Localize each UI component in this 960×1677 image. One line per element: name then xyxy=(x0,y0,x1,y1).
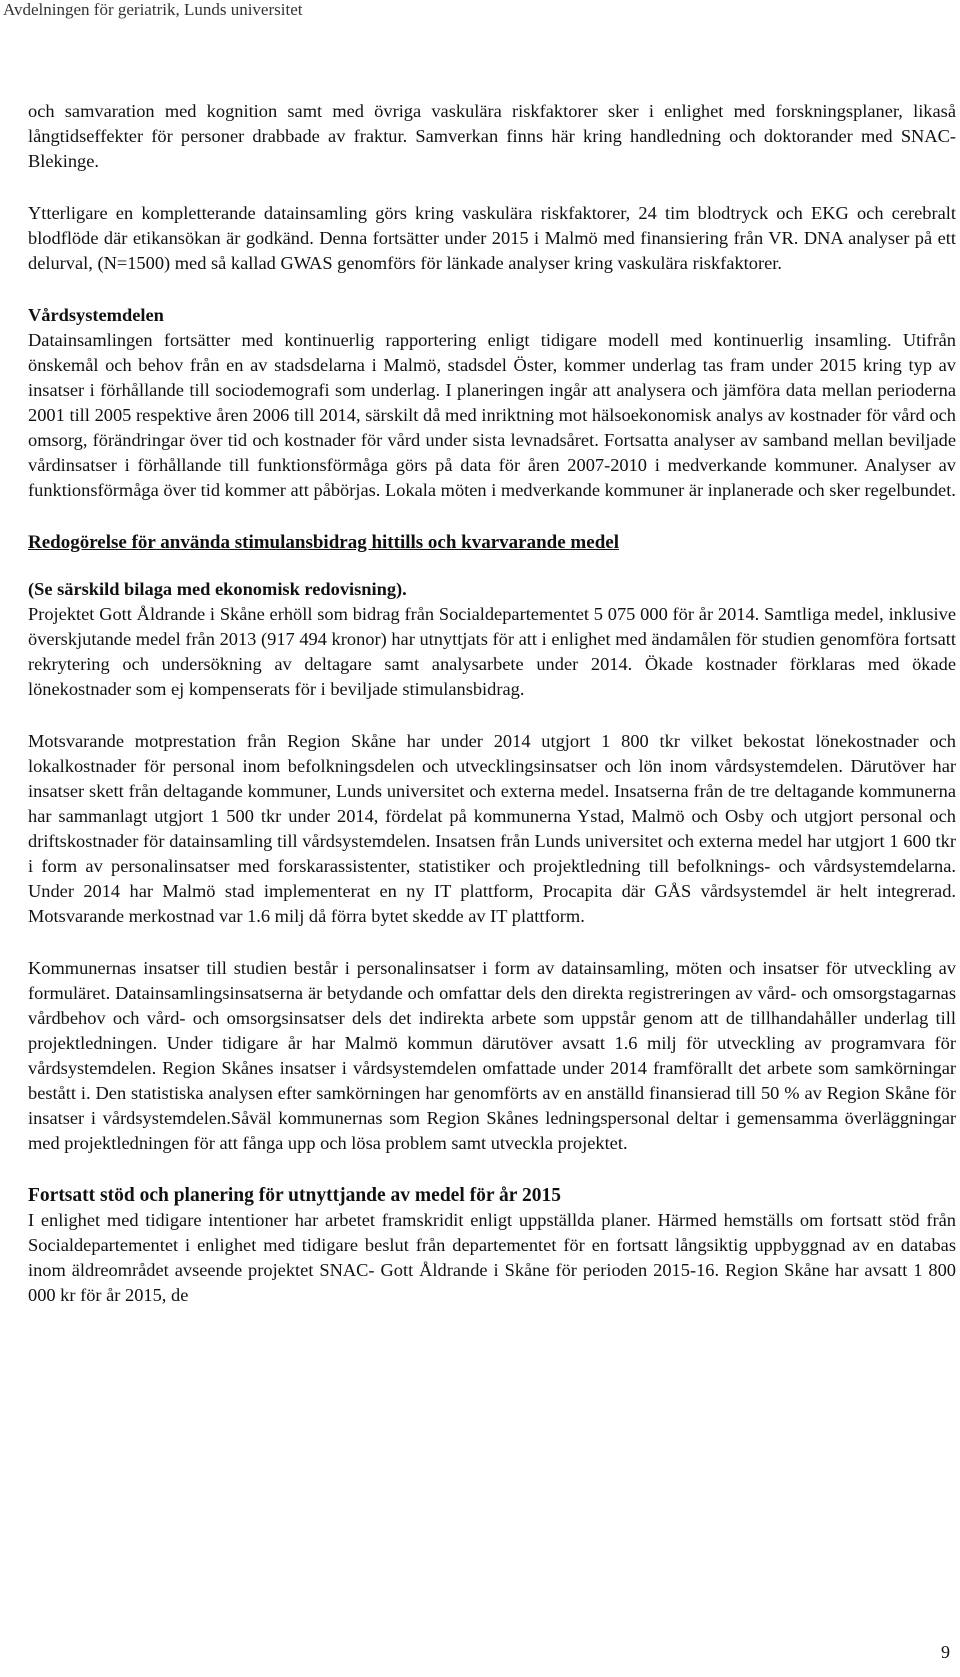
paragraph-motprestation: Motsvarande motprestation från Region Skåne har under 2014 utgjort 1 800 tkr vilket bekostat lönekostnader och lokalkostnader för personal inom befolkningsdelen och utvecklingsinsatser och lön inom vårdsystemdelen. Därutöver har insatser skett från deltagande kommuner, Lunds universitet och externa medel. Insatserna från de tre deltagande kommunerna har sammanlagt utgjort 1 500 tkr under 2014, fördelat på kommunerna Ystad, Malmö och Osby och utgjort personal och driftskostnader för datainsamling till vårdsystemdelen. Insatsen från Lunds universitet och externa medel har utgjort 1 600 tkr i form av personalinsatser med forskarassistenter, statistiker och projektledning till befolknings- och vårdsystemdelarna. Under 2014 har Malmö stad implementerat en ny IT plattform, Procapita där GÅS vårdsystemdel är helt integrerad. Motsvarande merkostnad var 1.6 milj då förra bytet skedde av IT plattform. xyxy=(28,731,956,926)
paragraph-bidrag: Projektet Gott Åldrande i Skåne erhöll som bidrag från Socialdepartementet 5 075 000 för år 2014. Samtliga medel, inklusive överskjutande medel från 2013 (917 494 kronor) har utnyttjats för att i enlighet med ändamålen för studien genomföra fortsatt rekrytering och undersökning av deltagare samt analysarbete under 2014. Ökade kostnader förklaras med ökade lönekostnader som ej kompenserats för i beviljade stimulansbidrag. xyxy=(28,604,956,699)
page-number: 9 xyxy=(941,1642,950,1662)
paragraph-kommunernas-insatser: Kommunernas insatser till studien består i personalinsatser i form av datainsamling, möten och insatser för utveckling av formuläret. Datainsamlingsinsatserna är betydande och omfattar dels den direkta registreringen av vård- och omsorgstagarnas vårdbehov och vård- och omsorgsinsatser dels det indirekta arbete som uppstår genom att de tillhandahåller underlag till projektledningen. Under tidigare år har Malmö kommun därutöver avsatt 1.6 milj för utveckling av programvara för vårdsystemdelen. Region Skånes insatser i vårdsystemdelen omfattade under 2014 framförallt det arbete som samkörningar bestått i. Den statistiska analysen efter samkörningen har genomförts av en anställd finansierad till 50 % av Region Skåne för insatser i vårdsystemdelen.Såväl kommunernas som Region Skånes ledningspersonal deltar i gemensamma överläggningar med projektledningen för att fånga upp och lösa problem samt utveckla projektet. xyxy=(28,958,956,1153)
paragraph-vardsystemdelen: Datainsamlingen fortsätter med kontinuerlig rapportering enligt tidigare modell med kontinuerlig insamling. Utifrån önskemål och behov från en av stadsdelarna i Malmö, stadsdel Öster, kommer underlag tas fram under 2015 kring typ av insatser i förhållande till sociodemografi som underlag. I planeringen ingår att analysera och jämföra data mellan perioderna 2001 till 2005 respektive åren 2006 till 2014, särskilt då med inriktning mot hälsoekonomisk analys av kostnader för vård och omsorg, förändringar över tid och kostnader för vård under sista levnadsåret. Fortsatta analyser av samband mellan beviljade vårdinsatser i förhållande till funktionsförmåga görs på data för åren 2007-2010 i medverkande kommuner. Analyser av funktionsförmåga över tid kommer att påbörjas. Lokala möten i medverkande kommuner är inplanerade och sker regelbundet. xyxy=(28,330,956,500)
document-body xyxy=(28,99,956,1308)
paragraph-fortsatt-stod: I enlighet med tidigare intentioner har arbetet framskridit enligt uppställda planer. Härmed hemställs om fortsatt stöd från Socialdepartementet i enlighet med tidigare beslut från departementet för en fortsatt långsiktig uppbyggnad av en databas inom äldreområdet avseende projektet SNAC- Gott Åldrande i Skåne för perioden 2015-16. Region Skåne har avsatt 1 800 000 kr för år 2015, de xyxy=(28,1210,956,1305)
header-title: Avdelningen för geriatrik, Lunds universitet xyxy=(3,0,303,19)
paragraph-kognition: och samvaration med kognition samt med övriga vaskulära riskfaktorer sker i enlighet med forskningsplaner, likaså långtidseffekter för personer drabbade av fraktur. Samverkan finns här kring handledning och doktorander med SNAC-Blekinge. xyxy=(28,101,956,171)
heading-fortsatt-stod: Fortsatt stöd och planering för utnyttjande av medel för år 2015 xyxy=(28,1185,561,1206)
heading-bilaga: (Se särskild bilaga med ekonomisk redovisning). xyxy=(28,579,407,599)
heading-vardsystemdelen: Vårdsystemdelen xyxy=(28,305,164,325)
paragraph-datainsamling: Ytterligare en kompletterande datainsamling görs kring vaskulära riskfaktorer, 24 tim blodtryck och EKG och cerebralt blodflöde där etikansökan är godkänd. Denna fortsätter under 2015 i Malmö med finansiering från VR. DNA analyser på ett delurval, (N=1500) med så kallad GWAS genomförs för länkade analyser kring vaskulära riskfaktorer. xyxy=(28,203,956,273)
heading-redogorelse: Redogörelse för använda stimulansbidrag hittills och kvarvarande medel xyxy=(28,532,619,553)
